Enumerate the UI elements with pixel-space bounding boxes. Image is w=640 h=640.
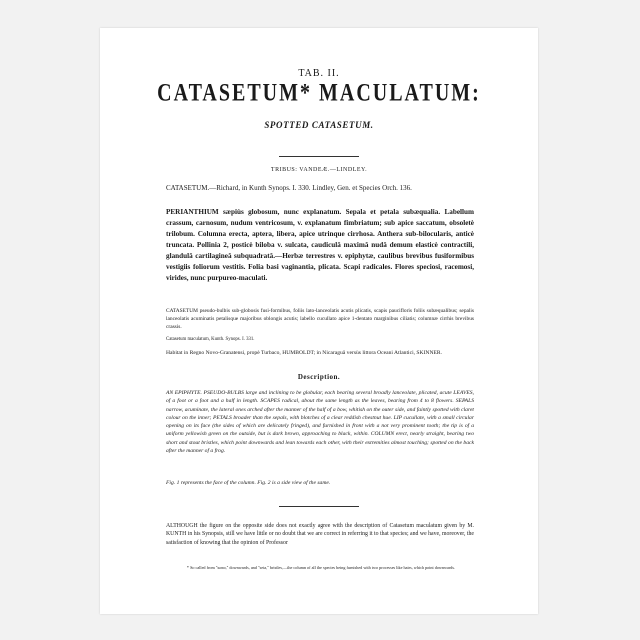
- page-subtitle: SPOTTED CATASETUM.: [264, 120, 374, 130]
- description-body: AN EPIPHYTE. PSEUDO-BULBS large and inclining to be globular, each bearing several broadly lanceolate, plicated, acute LEAVES, of a foot or a foot and a half in length. SCAPES radical, about the same length as the leaves, bearing from 4 to 8 flowers. SEPALS narrow, acuminate, the lateral ones arched after the manner of the half of a bow, whitish on the outer side, and faintly spotted with claret colour on the inner; PETALS broader than the sepals, with blotches of a clear reddish chestnut hue. LIP cucullate, with a small circular opening on its face (the sides of which are delicately fringed), and furnished in front with a not very prominent tooth; the tip is of a uniform yellowish green on the outside, but is dark brown, approaching to black, within. COLUMN erect, nearly straight, bearing two short and stout bristles, which point downwards and lean towards each other, with their extremities almost touching; spotted on the back after the manner of a frog.: [166, 390, 474, 455]
- tribus-line: TRIBUS: VANDEÆ.—LINDLEY.: [270, 167, 368, 173]
- page-title: CATASETUM* MACULATUM:: [157, 79, 481, 107]
- description-heading: Description.: [297, 373, 341, 381]
- plate-page: [100, 28, 538, 614]
- footnote: * So called from "κατα," downwards, and "seta," bristles,—the column of all the species being furnished with two processes like hairs, which point downwards.: [186, 565, 456, 570]
- divider: [279, 506, 359, 507]
- species-description: CATASETUM pseudo-bulbis sub-globosis fusi-formibus, foliis lato-lanceolatis acutis plicatis, scapis paucifloris foliis subæqualibus; sepalis lanceolatis acuminatis petalisque majoribus oblongis acutis; labello cucullato apice 1-dentato marginibus ciliatis; columnæ cirrhis brevibus crassis.: [166, 308, 474, 330]
- latin-description: PERIANTHIUM sæpiùs globosum, nunc explanatum. Sepala et petala subæqualia. Labellum crassum, carnosum, nudum ventricosum, v. explanatum fimbriatum; sub apice saccatum, obsoletè trilobum. Columna erecta, aptera, libera, apice utrinque cirrhosa. Anthera sub-bilocularis, anticè truncata. Pollinia 2, posticè biloba v. sulcata, caudiculâ maximâ nudâ demum elasticè contractili, glandulâ cartilagineâ subquadratâ.—Herbæ terrestres v. epiphytæ, caulibus brevibus fusiformibus vestigiis foliorum vestitis. Folia basi vaginantia, plicata. Scapi radicales. Flores speciosi, racemosi, virides, nunc purpureo-maculati.: [166, 208, 474, 282]
- figure-note: Fig. 1 represents the face of the column. Fig. 2 is a side view of the same.: [166, 480, 331, 486]
- plate-number: TAB. II.: [298, 68, 340, 79]
- body-text: ALTHOUGH the figure on the opposite side does not exactly agree with the description of Catasetum maculatum given by M. KUNTH in his Synopsis, still we have little or no doubt that we are correct in referring it to that species; and we have, moreover, the satisfaction of knowing that the opinion of Professor: [166, 523, 474, 546]
- divider: [279, 156, 359, 157]
- habitat-text: Habitat in Regno Novo-Granatensi, propè Turbaco, HUMBOLDT; in Nicaraguâ versùs littora Oceani Atlantici, SKINNER.: [166, 350, 443, 356]
- species-citation: Catasetum maculatum, Kunth. Synops. I. 331.: [166, 337, 255, 342]
- genus-line: CATASETUM.—Richard, in Kunth Synops. I. 330. Lindley, Gen. et Species Orch. 136.: [166, 184, 412, 192]
